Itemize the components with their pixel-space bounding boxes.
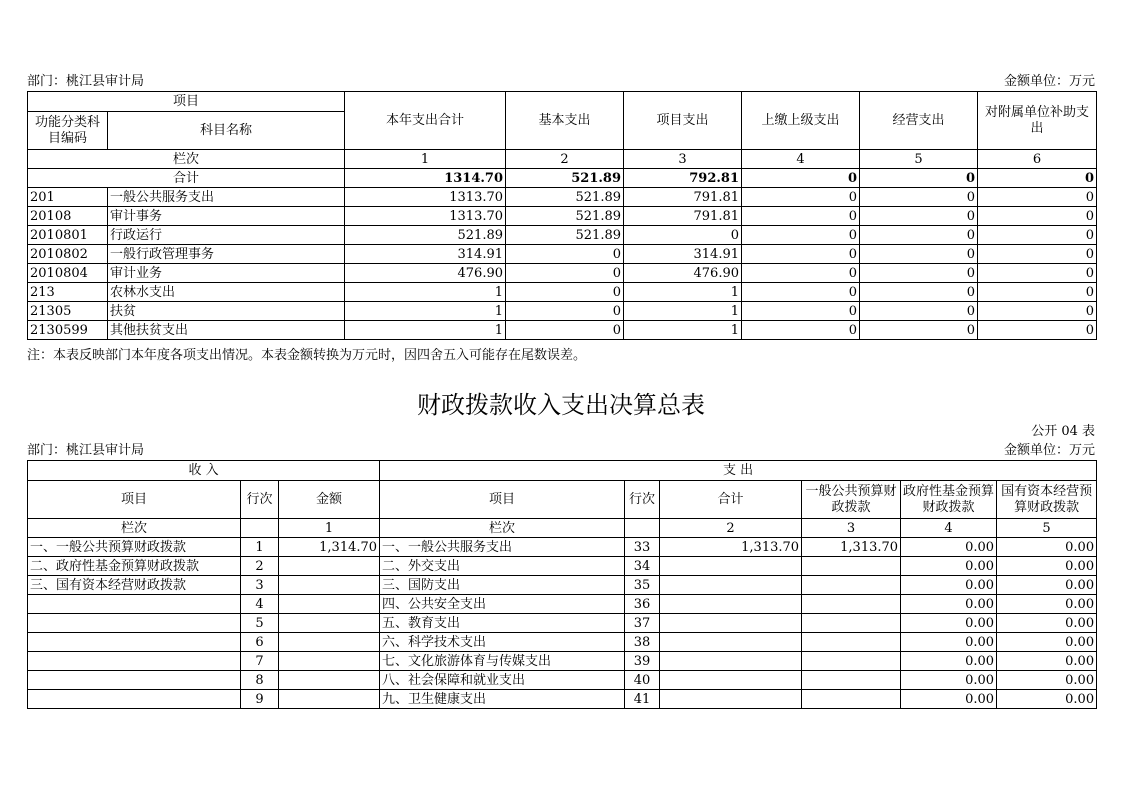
table-row [28, 652, 1097, 671]
t1-code: 2010802 [28, 245, 108, 264]
t2-gov-fund: 0.00 [901, 633, 997, 652]
table-row [28, 188, 1097, 207]
t2-gov-fund: 0.00 [901, 595, 997, 614]
t1-dept: 部门：桃江县审计局 [27, 74, 145, 89]
empty-cell [241, 519, 279, 538]
t2-gov-fund: 0.00 [901, 652, 997, 671]
t2-income-amount [279, 652, 380, 671]
t2-expense-item: 七、文化旅游体育与传媒支出 [380, 652, 625, 671]
t2-expense-item: 一、一般公共服务支出 [380, 538, 625, 557]
t2-income-rowno: 1 [241, 538, 279, 557]
t1-value: 314.91 [345, 245, 506, 264]
t1-value: 0 [742, 188, 860, 207]
t1-value: 0 [742, 264, 860, 283]
t1-value: 0 [506, 321, 624, 340]
t1-total-value: 521.89 [506, 169, 624, 188]
t1-col-num: 1 [345, 150, 506, 169]
t2-income-rowno: 6 [241, 633, 279, 652]
t1-value: 1 [345, 302, 506, 321]
t2-income-item: 一、一般公共预算财政拨款 [28, 538, 241, 557]
t1-note: 注：本表反映部门本年度各项支出情况。本表金额转换为万元时，因四舍五入可能存在尾数误差。 [27, 348, 587, 363]
t2-income-amount [279, 595, 380, 614]
t1-value: 0 [978, 264, 1097, 283]
t2-gov-fund: 0.00 [901, 538, 997, 557]
t1-value: 314.91 [624, 245, 742, 264]
t1-name: 农林水支出 [108, 283, 345, 302]
t2-total [660, 576, 802, 595]
t2-gov-fund: 0.00 [901, 576, 997, 595]
t2-col-num: 2 [660, 519, 802, 538]
t2-total [660, 614, 802, 633]
t2-expense-rowno: 40 [625, 671, 660, 690]
t2-general [802, 671, 901, 690]
t1-value: 0 [860, 226, 978, 245]
t1-value: 0 [624, 226, 742, 245]
t1-value: 1 [624, 321, 742, 340]
t1-total-value: 792.81 [624, 169, 742, 188]
t2-income-amount: 1,314.70 [279, 538, 380, 557]
empty-cell [625, 519, 660, 538]
t2-income-item [28, 690, 241, 709]
t2-income-amount [279, 633, 380, 652]
t1-name: 一般公共服务支出 [108, 188, 345, 207]
t1-header-col: 上缴上级支出 [742, 92, 860, 150]
t1-code: 201 [28, 188, 108, 207]
t2-general [802, 633, 901, 652]
t2-income-item: 三、国有资本经营财政拨款 [28, 576, 241, 595]
t2-general [802, 595, 901, 614]
t1-value: 0 [742, 283, 860, 302]
t1-value: 0 [978, 226, 1097, 245]
t2-gov-fund: 0.00 [901, 690, 997, 709]
t2-income-amount [279, 690, 380, 709]
t2-expense-item: 五、教育支出 [380, 614, 625, 633]
t1-value: 0 [742, 207, 860, 226]
t2-state-capital: 0.00 [997, 614, 1097, 633]
t2-gov-fund: 0.00 [901, 557, 997, 576]
t2-income-item: 二、政府性基金预算财政拨款 [28, 557, 241, 576]
t2-expense-item: 八、社会保障和就业支出 [380, 671, 625, 690]
t1-value: 0 [860, 188, 978, 207]
t1-value: 1 [624, 283, 742, 302]
t1-value: 0 [978, 207, 1097, 226]
t2-income-rowno: 9 [241, 690, 279, 709]
t2-header-state-capital: 国有资本经营预算财政拨款 [997, 481, 1097, 519]
t1-code: 2130599 [28, 321, 108, 340]
t2-gov-fund: 0.00 [901, 671, 997, 690]
t2-general [802, 576, 901, 595]
table-row [28, 671, 1097, 690]
t2-header-item: 项目 [28, 481, 241, 519]
t2-general [802, 652, 901, 671]
t2-state-capital: 0.00 [997, 671, 1097, 690]
t1-value: 791.81 [624, 207, 742, 226]
t1-value: 0 [742, 321, 860, 340]
t1-value: 0 [742, 302, 860, 321]
t1-name: 其他扶贫支出 [108, 321, 345, 340]
t2-expense-rowno: 39 [625, 652, 660, 671]
t1-value: 0 [860, 207, 978, 226]
t1-col-num: 4 [742, 150, 860, 169]
t1-name: 审计事务 [108, 207, 345, 226]
t1-total-value: 1314.70 [345, 169, 506, 188]
t1-value: 521.89 [345, 226, 506, 245]
t1-value: 521.89 [506, 226, 624, 245]
t2-header-gov-fund: 政府性基金预算财政拨款 [901, 481, 997, 519]
t1-value: 0 [506, 245, 624, 264]
t1-header-col: 项目支出 [624, 92, 742, 150]
t1-value: 1313.70 [345, 207, 506, 226]
t1-value: 476.90 [624, 264, 742, 283]
t2-income-rowno: 7 [241, 652, 279, 671]
t2-col-num: 1 [279, 519, 380, 538]
t1-code: 213 [28, 283, 108, 302]
t1-value: 0 [742, 245, 860, 264]
t2-header-income: 收 入 [28, 461, 380, 481]
t2-header-item: 项目 [380, 481, 625, 519]
expenditure-table [27, 91, 1097, 340]
t1-value: 0 [978, 283, 1097, 302]
table-row [28, 245, 1097, 264]
t2-expense-rowno: 41 [625, 690, 660, 709]
t2-lanci: 栏次 [380, 519, 625, 538]
table-row [28, 283, 1097, 302]
t1-value: 0 [506, 302, 624, 321]
t1-value: 1 [624, 302, 742, 321]
t2-col-num: 3 [802, 519, 901, 538]
t1-header-col: 本年支出合计 [345, 92, 506, 150]
t1-code: 2010801 [28, 226, 108, 245]
t1-header-code: 功能分类科目编码 [28, 112, 108, 150]
t2-total [660, 652, 802, 671]
t2-total [660, 557, 802, 576]
t2-header-rowno: 行次 [241, 481, 279, 519]
t2-expense-rowno: 36 [625, 595, 660, 614]
t2-state-capital: 0.00 [997, 576, 1097, 595]
t2-income-rowno: 8 [241, 671, 279, 690]
t2-general [802, 690, 901, 709]
table-row [28, 302, 1097, 321]
table-row [28, 595, 1097, 614]
table-row [28, 264, 1097, 283]
table-row [28, 321, 1097, 340]
t1-unit: 金额单位：万元 [1003, 74, 1095, 89]
t2-lanci: 栏次 [28, 519, 241, 538]
t1-col-num: 6 [978, 150, 1097, 169]
t2-expense-item: 四、公共安全支出 [380, 595, 625, 614]
t1-value: 0 [860, 264, 978, 283]
t1-value: 0 [506, 264, 624, 283]
t2-general [802, 557, 901, 576]
t2-state-capital: 0.00 [997, 557, 1097, 576]
t2-state-capital: 0.00 [997, 538, 1097, 557]
t2-income-item [28, 614, 241, 633]
table-row [28, 207, 1097, 226]
t2-dept: 部门：桃江县审计局 [27, 443, 145, 458]
t1-value: 0 [506, 283, 624, 302]
t1-value: 1313.70 [345, 188, 506, 207]
t1-value: 521.89 [506, 188, 624, 207]
t1-header-name: 科目名称 [108, 112, 345, 150]
t1-value: 0 [978, 188, 1097, 207]
t1-value: 0 [978, 321, 1097, 340]
t2-total [660, 690, 802, 709]
t1-value: 1 [345, 321, 506, 340]
table-row [28, 633, 1097, 652]
table-row [28, 614, 1097, 633]
t2-header-general: 一般公共预算财政拨款 [802, 481, 901, 519]
t1-col-num: 3 [624, 150, 742, 169]
t2-expense-item: 二、外交支出 [380, 557, 625, 576]
form-number: 公开 04 表 [1031, 424, 1095, 439]
t1-total-value: 0 [742, 169, 860, 188]
table-row [28, 538, 1097, 557]
t2-col-num: 5 [997, 519, 1097, 538]
table-row [28, 557, 1097, 576]
t2-expense-item: 九、卫生健康支出 [380, 690, 625, 709]
t2-header-total: 合计 [660, 481, 802, 519]
t1-value: 1 [345, 283, 506, 302]
t1-value: 0 [860, 245, 978, 264]
t2-income-rowno: 3 [241, 576, 279, 595]
t1-total-label: 合计 [28, 169, 345, 188]
t2-expense-rowno: 37 [625, 614, 660, 633]
t2-income-rowno: 2 [241, 557, 279, 576]
t2-income-rowno: 5 [241, 614, 279, 633]
t2-expense-rowno: 35 [625, 576, 660, 595]
t1-total-value: 0 [978, 169, 1097, 188]
t1-name: 审计业务 [108, 264, 345, 283]
t2-state-capital: 0.00 [997, 652, 1097, 671]
t1-total-row [28, 169, 1097, 188]
t2-header-expense: 支 出 [380, 461, 1097, 481]
t1-lanci: 栏次 [28, 150, 345, 169]
table-row [28, 690, 1097, 709]
t1-header-col: 对附属单位补助支出 [978, 92, 1097, 150]
t2-expense-item: 六、科学技术支出 [380, 633, 625, 652]
t1-header-col: 经营支出 [860, 92, 978, 150]
t2-expense-rowno: 38 [625, 633, 660, 652]
t2-state-capital: 0.00 [997, 690, 1097, 709]
t1-value: 521.89 [506, 207, 624, 226]
t1-code: 21305 [28, 302, 108, 321]
t2-income-amount [279, 614, 380, 633]
t1-header-col: 基本支出 [506, 92, 624, 150]
t2-income-amount [279, 557, 380, 576]
t2-income-item [28, 595, 241, 614]
table-row [28, 226, 1097, 245]
t1-code: 2010804 [28, 264, 108, 283]
t1-value: 791.81 [624, 188, 742, 207]
t1-code: 20108 [28, 207, 108, 226]
t2-total [660, 595, 802, 614]
t2-state-capital: 0.00 [997, 595, 1097, 614]
t2-income-rowno: 4 [241, 595, 279, 614]
t2-total [660, 671, 802, 690]
t2-income-amount [279, 576, 380, 595]
t1-total-value: 0 [860, 169, 978, 188]
t1-col-num: 5 [860, 150, 978, 169]
t2-income-amount [279, 671, 380, 690]
t2-income-item [28, 652, 241, 671]
t2-expense-item: 三、国防支出 [380, 576, 625, 595]
t2-header-amount: 金额 [279, 481, 380, 519]
t2-header-rowno: 行次 [625, 481, 660, 519]
t1-value: 0 [978, 245, 1097, 264]
t2-income-item [28, 671, 241, 690]
t1-name: 行政运行 [108, 226, 345, 245]
t2-income-item [28, 633, 241, 652]
t2-unit: 金额单位：万元 [1003, 443, 1095, 458]
t2-total: 1,313.70 [660, 538, 802, 557]
t1-value: 0 [860, 283, 978, 302]
t2-state-capital: 0.00 [997, 633, 1097, 652]
t1-value: 0 [860, 321, 978, 340]
t2-expense-rowno: 33 [625, 538, 660, 557]
t1-value: 0 [860, 302, 978, 321]
t2-general: 1,313.70 [802, 538, 901, 557]
t2-general [802, 614, 901, 633]
t2-gov-fund: 0.00 [901, 614, 997, 633]
t1-col-num: 2 [506, 150, 624, 169]
t2-col-num: 4 [901, 519, 997, 538]
page-title: 财政拨款收入支出决算总表 [417, 391, 705, 419]
t2-expense-rowno: 34 [625, 557, 660, 576]
t1-value: 476.90 [345, 264, 506, 283]
t1-name: 扶贫 [108, 302, 345, 321]
table-row [28, 576, 1097, 595]
t1-header-item: 项目 [28, 92, 345, 112]
t1-name: 一般行政管理事务 [108, 245, 345, 264]
t1-value: 0 [978, 302, 1097, 321]
t2-total [660, 633, 802, 652]
fiscal-summary-table [27, 460, 1097, 709]
t1-value: 0 [742, 226, 860, 245]
